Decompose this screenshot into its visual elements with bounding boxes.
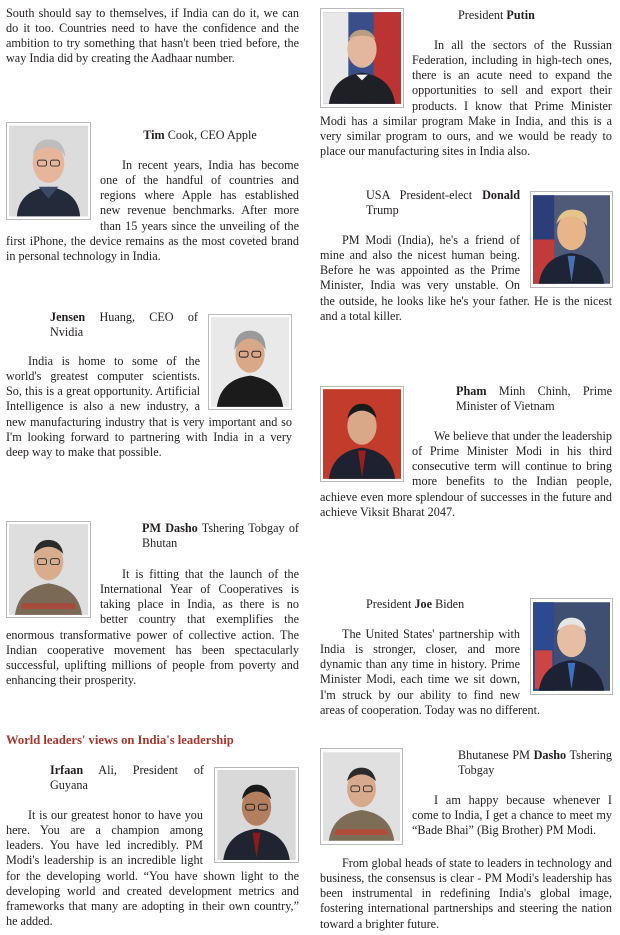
quote-text: We believe that under the leadership of Prime Minister Modi in his third consecutive term will continue to bring more benefits to the Indian people, achieve even more splendour of successes in the future and achieve Viksit Bharat 2047. <box>320 429 612 519</box>
name-pham-minh-chinh <box>412 384 612 414</box>
quote-text: In recent years, India has become one of the handful of countries and regions where Apple has established new revenue benchmarks. After more than 15 years since the unveiling of the first iPhone, the device remains as the most coveted brand in personal technology in India. <box>6 158 299 263</box>
quote-text: PM Modi (India), he's a friend of mine and also the nicest human being. Before he was appointed as the Prime Minister, India was very unstable. On the outside, he looks like he's your father. He is the nicest and a total killer. <box>320 233 612 323</box>
intro-continuation: South should say to themselves, if India can do it, we can do it too. Countries need to have the confidence and the ambition to try something that hasn't been tried before, the way India did by creating the Aadhaar number. <box>6 6 299 66</box>
name-bold: Irfaan <box>50 763 84 777</box>
name-putin <box>412 8 612 23</box>
quote-text: It is fitting that the launch of the International Year of Cooperatives is taking place in India, as there is no better country that exemplifies the enormous transformative power of collective action. The Indian cooperative movement has been spectacularly successful, uplifting millions of people from poverty and enhancing their prosperity. <box>6 567 299 688</box>
quote-putin <box>320 38 612 159</box>
quote-biden <box>320 627 612 718</box>
quote-text: I am happy because whenever I come to India, I get a chance to meet my “Bade Bhai” (Big Brother) PM Modi. <box>412 793 612 838</box>
name-rest: Huang, CEO of Nvidia <box>50 310 198 340</box>
name-pre: President <box>458 8 507 22</box>
name-irfaan-ali <box>6 763 204 793</box>
quote-irfaan-ali <box>6 808 299 929</box>
quote-pham-minh-chinh <box>320 429 612 520</box>
closing-paragraph <box>320 856 612 932</box>
name-jensen-huang <box>6 310 198 340</box>
photo-float-spacer <box>320 38 412 110</box>
name-rest: Trump <box>366 203 399 218</box>
closing-text: From global heads of state to leaders in technology and business, the consensus is clear - PM Modi's leadership has been instrumental in redefining India's global image, fostering international partnerships and steering the nation toward a brighter future. <box>320 856 612 931</box>
name-pre: USA President-elect <box>366 188 483 202</box>
name-pre: Bhutanese PM <box>458 748 534 762</box>
quote-text: It is our greatest honor to have you here. You are a champion among leaders. You have led incredibly. PM Modi's leadership is an incredible light for the developing world. “You have shown light to the developing world and created development metrics and frameworks that many are adopting in their own country,” he added. <box>6 808 299 929</box>
name-trump <box>320 188 520 218</box>
quote-text: In all the sectors of the Russian Federation, including in high-tech ones, there is an acute need to expand the opportunities to sell and export their products. I know that Prime Minister Modi has a similar program Make in India, and this is a very similar program to ours, and we would be ready to place our manufacturing sites in India also. <box>320 38 612 159</box>
photo-float-spacer <box>6 158 100 220</box>
name-biden <box>320 597 520 612</box>
quote-trump <box>320 233 612 324</box>
name-rest: Cook, CEO Apple <box>164 128 257 142</box>
name-tobgay <box>98 521 299 551</box>
name-bold: Dasho <box>533 748 567 762</box>
name-rest: Ali, President of Guyana <box>50 763 204 793</box>
photo-float-spacer <box>200 354 292 412</box>
photo-float-spacer <box>203 808 299 864</box>
photo-float-spacer <box>6 567 100 625</box>
name-rest: Tshering Tobgay of Bhutan <box>142 521 299 551</box>
name-bold: Pham <box>456 384 487 398</box>
quote-tobgay-2 <box>412 793 612 838</box>
name-bold: Donald <box>482 188 520 202</box>
name-rest: Minh Chinh, Prime Minister of Vietnam <box>456 384 612 414</box>
name-bold: Jensen <box>50 310 86 324</box>
name-tim-cook <box>100 128 300 143</box>
name-pre: President <box>366 597 415 611</box>
portrait-icon <box>323 751 400 842</box>
quote-tim-cook <box>6 158 299 264</box>
quote-jensen-huang <box>6 354 292 460</box>
photo-float-spacer <box>320 429 412 485</box>
name-bold: Joe <box>414 597 433 611</box>
section-heading: World leaders' views on India's leadership <box>6 733 234 747</box>
photo-tobgay-2 <box>320 748 403 845</box>
name-rest: Tshering Tobgay <box>458 748 612 778</box>
quote-tobgay <box>6 567 299 688</box>
name-bold: Tim <box>143 128 165 142</box>
quote-text: The United States' partnership with India is stronger, closer, and more dynamic than any time in history. Prime Minister Modi, each time we sit down, I'm struck by our ability to find new areas of cooperation. Today was no different. <box>320 627 541 717</box>
photo-float-spacer <box>520 627 612 699</box>
photo-float-spacer <box>520 233 612 289</box>
name-tobgay-2 <box>412 748 612 778</box>
name-bold: Putin <box>506 8 535 22</box>
name-rest: Biden <box>432 597 465 611</box>
quote-text: India is home to some of the world's greatest computer scientists. So, this is a great opportunity. Artificial Intelligence is also a new industry, a new manufacturing industry that is very important and so I'm looking forward to partnering with India in a very deep way to make that possible. <box>6 354 292 459</box>
name-bold: PM Dasho <box>142 521 198 535</box>
